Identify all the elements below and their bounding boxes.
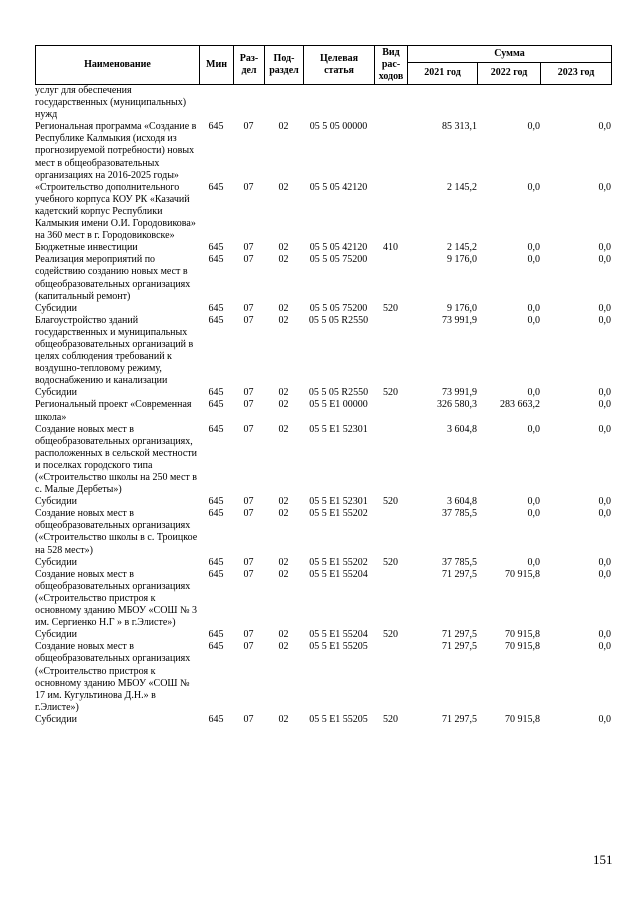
table-row xyxy=(35,182,611,242)
row-podrazdel: 02 xyxy=(278,629,289,641)
table-row xyxy=(35,121,611,181)
row-sum-2021: 71 297,5 xyxy=(442,713,477,725)
row-min: 645 xyxy=(208,121,224,133)
row-sum-2023: 0,0 xyxy=(598,641,611,653)
row-sum-2022: 0,0 xyxy=(527,387,540,399)
col-header-sum: Сумма xyxy=(408,46,612,63)
row-target: 05 5 05 42120 xyxy=(309,181,368,193)
row-name: Благоустройство зданий государственных и муниципальных общеобразовательных организаций в целях соблюдения требований к воздушно-тепловому режиму, водоснабжению и канализации xyxy=(35,314,194,387)
table-row xyxy=(35,569,611,629)
row-name: Субсидии xyxy=(35,496,77,508)
table-row xyxy=(35,242,611,254)
row-vid: 520 xyxy=(383,302,398,314)
row-vid xyxy=(374,641,407,714)
row-vid xyxy=(374,121,407,181)
row-podrazdel: 02 xyxy=(278,568,289,580)
row-sum-2021: 73 991,9 xyxy=(442,314,477,326)
row-sum-2023: 0,0 xyxy=(598,629,611,641)
col-header-2021: 2021 год xyxy=(408,62,478,84)
row-razdel: 07 xyxy=(243,399,254,411)
row-min: 645 xyxy=(208,314,224,326)
row-razdel: 07 xyxy=(243,121,254,133)
row-razdel: 07 xyxy=(243,314,254,326)
row-podrazdel: 02 xyxy=(278,399,289,411)
row-sum-2023: 0,0 xyxy=(598,496,611,508)
row-sum-2021: 9 176,0 xyxy=(447,302,477,314)
row-sum-2021: 3 604,8 xyxy=(447,423,477,435)
row-sum-2023: 0,0 xyxy=(598,254,611,266)
row-sum-2022: 70 915,8 xyxy=(505,713,540,725)
row-vid xyxy=(374,399,407,423)
row-vid xyxy=(374,424,407,497)
row-name: Субсидии xyxy=(35,387,77,399)
row-min: 645 xyxy=(208,302,224,314)
row-sum-2021: 37 785,5 xyxy=(442,556,477,568)
row-name: услуг для обеспечения государственных (муниципальных) нужд xyxy=(35,85,187,121)
row-razdel: 07 xyxy=(243,713,254,725)
row-target: 05 5 E1 55204 xyxy=(309,629,368,641)
row-target xyxy=(303,85,374,121)
row-target: 05 5 E1 55204 xyxy=(309,568,368,580)
row-name: Субсидии xyxy=(35,629,77,641)
row-min: 645 xyxy=(208,568,224,580)
row-target: 05 5 E1 55202 xyxy=(309,508,368,520)
row-sum-2023: 0,0 xyxy=(598,181,611,193)
row-sum-2023: 0,0 xyxy=(598,121,611,133)
col-header-vid: Вид рас- ходов xyxy=(375,46,408,85)
row-min: 645 xyxy=(208,423,224,435)
row-target: 05 5 05 R2550 xyxy=(308,387,369,399)
row-sum-2022: 0,0 xyxy=(527,508,540,520)
row-vid: 520 xyxy=(383,629,398,641)
row-sum-2022: 0,0 xyxy=(527,423,540,435)
row-sum-2021: 2 145,2 xyxy=(447,181,477,193)
row-vid: 520 xyxy=(383,556,398,568)
row-podrazdel: 02 xyxy=(278,121,289,133)
row-min: 645 xyxy=(208,254,224,266)
row-razdel: 07 xyxy=(243,568,254,580)
row-sum-2021: 2 145,2 xyxy=(447,242,477,254)
col-header-min: Мин xyxy=(200,46,234,85)
row-target: 05 5 05 42120 xyxy=(309,242,368,254)
row-vid xyxy=(374,508,407,556)
row-sum-2022: 0,0 xyxy=(527,254,540,266)
row-podrazdel xyxy=(264,85,303,121)
row-min xyxy=(199,85,233,121)
row-podrazdel: 02 xyxy=(278,181,289,193)
row-razdel: 07 xyxy=(243,641,254,653)
row-min: 645 xyxy=(208,629,224,641)
table-row xyxy=(35,714,611,726)
row-sum-2023: 0,0 xyxy=(598,387,611,399)
col-header-2022: 2022 год xyxy=(478,62,541,84)
row-name: Создание новых мест в общеобразовательных организациях, расположенных в сельской местности и поселках городского типа («Строительство школы на 250 мест в с. Малые Дербеты») xyxy=(35,423,197,496)
row-min: 645 xyxy=(208,556,224,568)
row-target: 05 5 E1 55205 xyxy=(309,713,368,725)
row-sum-2023: 0,0 xyxy=(598,713,611,725)
table-header xyxy=(35,45,612,85)
row-name: Реализация мероприятий по содействию созданию новых мест в общеобразовательных организациях (капитальный ремонт) xyxy=(35,254,191,302)
row-min: 645 xyxy=(208,508,224,520)
row-podrazdel: 02 xyxy=(278,508,289,520)
row-sum-2023: 0,0 xyxy=(598,508,611,520)
table-row xyxy=(35,641,611,714)
col-header-name: Наименование xyxy=(36,46,200,85)
row-sum-2021: 71 297,5 xyxy=(442,629,477,641)
row-vid: 520 xyxy=(383,496,398,508)
row-min: 645 xyxy=(208,641,224,653)
row-vid xyxy=(374,85,407,121)
row-podrazdel: 02 xyxy=(278,302,289,314)
row-sum-2023: 0,0 xyxy=(598,314,611,326)
row-min: 645 xyxy=(208,242,224,254)
row-razdel: 07 xyxy=(243,181,254,193)
table-row xyxy=(35,85,611,121)
row-razdel: 07 xyxy=(243,423,254,435)
table-row xyxy=(35,557,611,569)
row-razdel: 07 xyxy=(243,254,254,266)
table-row xyxy=(35,315,611,388)
row-sum-2023: 0,0 xyxy=(598,302,611,314)
row-name: Создание новых мест в общеобразовательных организациях («Строительство пристроя к основному зданию МБОУ «СОШ № 17 им. Кугультинова Д.Н.» в г.Элисте») xyxy=(35,641,191,713)
row-sum-2023: 0,0 xyxy=(598,242,611,254)
row-sum-2022: 70 915,8 xyxy=(505,641,540,653)
row-target: 05 5 E1 55202 xyxy=(309,556,368,568)
row-vid: 410 xyxy=(383,242,398,254)
page-number: 151 xyxy=(593,852,613,867)
table-row xyxy=(35,508,611,556)
table-row xyxy=(35,629,611,641)
table-row xyxy=(35,387,611,399)
col-header-razdel: Раз- дел xyxy=(234,46,265,85)
row-sum-2021: 71 297,5 xyxy=(442,568,477,580)
row-target: 05 5 05 R2550 xyxy=(308,314,369,326)
row-podrazdel: 02 xyxy=(278,314,289,326)
row-razdel: 07 xyxy=(243,387,254,399)
col-header-target: Целевая статья xyxy=(304,46,375,85)
row-sum-2021: 85 313,1 xyxy=(442,121,477,133)
row-name: Создание новых мест в общеобразовательных организациях («Строительство пристроя к основному зданию МБОУ «СОШ № 3 им. Сергиенко Н.Г » в г.Элисте») xyxy=(35,568,198,629)
row-sum-2021: 37 785,5 xyxy=(442,508,477,520)
row-sum-2021: 73 991,9 xyxy=(442,387,477,399)
row-sum-2021: 9 176,0 xyxy=(447,254,477,266)
row-name: Субсидии xyxy=(35,556,77,568)
row-target: 05 5 05 00000 xyxy=(309,121,368,133)
row-vid xyxy=(374,182,407,242)
row-sum-2022: 0,0 xyxy=(527,302,540,314)
row-min: 645 xyxy=(208,387,224,399)
row-podrazdel: 02 xyxy=(278,423,289,435)
row-name: Субсидии xyxy=(35,713,77,725)
col-header-podrazdel: Под- раздел xyxy=(265,46,304,85)
table-row xyxy=(35,424,611,497)
row-sum-2023: 0,0 xyxy=(598,399,611,411)
row-vid: 520 xyxy=(383,387,398,399)
budget-table xyxy=(35,85,611,726)
row-sum-2022: 70 915,8 xyxy=(505,568,540,580)
row-sum-2022: 0,0 xyxy=(527,242,540,254)
row-razdel: 07 xyxy=(243,496,254,508)
row-sum-2022: 0,0 xyxy=(527,181,540,193)
row-vid: 520 xyxy=(383,713,398,725)
row-sum-2022: 0,0 xyxy=(527,496,540,508)
row-razdel: 07 xyxy=(243,302,254,314)
row-target: 05 5 E1 52301 xyxy=(309,496,368,508)
row-name: Региональный проект «Современная школа» xyxy=(35,399,192,423)
row-name: Субсидии xyxy=(35,302,77,314)
row-sum-2023 xyxy=(540,85,611,121)
row-razdel: 07 xyxy=(243,629,254,641)
row-sum-2022 xyxy=(477,85,540,121)
row-sum-2023: 0,0 xyxy=(598,568,611,580)
table-row xyxy=(35,303,611,315)
row-sum-2023: 0,0 xyxy=(598,556,611,568)
row-sum-2022: 0,0 xyxy=(527,556,540,568)
row-podrazdel: 02 xyxy=(278,556,289,568)
row-target: 05 5 05 75200 xyxy=(309,254,368,266)
row-sum-2023: 0,0 xyxy=(598,423,611,435)
row-target: 05 5 E1 55205 xyxy=(309,641,368,653)
row-podrazdel: 02 xyxy=(278,254,289,266)
row-target: 05 5 05 75200 xyxy=(309,302,368,314)
row-sum-2021: 71 297,5 xyxy=(442,641,477,653)
row-razdel xyxy=(233,85,264,121)
row-razdel: 07 xyxy=(243,242,254,254)
row-name: Создание новых мест в общеобразовательных организациях («Строительство школы в с. Троицкое на 528 мест») xyxy=(35,508,198,556)
row-target: 05 5 E1 52301 xyxy=(309,423,368,435)
row-podrazdel: 02 xyxy=(278,641,289,653)
row-sum-2021: 3 604,8 xyxy=(447,496,477,508)
row-name: Бюджетные инвестиции xyxy=(35,242,138,254)
row-podrazdel: 02 xyxy=(278,242,289,254)
table-row xyxy=(35,254,611,302)
row-sum-2021: 326 580,3 xyxy=(437,399,477,411)
row-min: 645 xyxy=(208,713,224,725)
row-vid xyxy=(374,254,407,302)
row-sum-2022: 0,0 xyxy=(527,121,540,133)
document-page xyxy=(35,45,611,726)
row-sum-2022: 0,0 xyxy=(527,314,540,326)
row-min: 645 xyxy=(208,496,224,508)
row-podrazdel: 02 xyxy=(278,713,289,725)
row-name: «Строительство дополнительного учебного корпуса КОУ РК «Казачий кадетский корпус Республики Калмыкия имени О.И. Городовикова» на 360 мест в г. Городовиковске» xyxy=(35,181,196,242)
row-sum-2022: 70 915,8 xyxy=(505,629,540,641)
row-min: 645 xyxy=(208,181,224,193)
row-vid xyxy=(374,315,407,388)
row-sum-2021 xyxy=(407,85,477,121)
row-razdel: 07 xyxy=(243,508,254,520)
row-target: 05 5 E1 00000 xyxy=(309,399,368,411)
table-row xyxy=(35,496,611,508)
col-header-2023: 2023 год xyxy=(541,62,612,84)
table-row xyxy=(35,399,611,423)
row-min: 645 xyxy=(208,399,224,411)
row-podrazdel: 02 xyxy=(278,496,289,508)
row-sum-2022: 283 663,2 xyxy=(500,399,540,411)
row-podrazdel: 02 xyxy=(278,387,289,399)
row-vid xyxy=(374,569,407,629)
row-name: Региональная программа «Создание в Республике Калмыкия (исходя из прогнозируемой потребности) новых мест в общеобразовательных организациях на 2016-2025 годы» xyxy=(35,121,197,181)
row-razdel: 07 xyxy=(243,556,254,568)
